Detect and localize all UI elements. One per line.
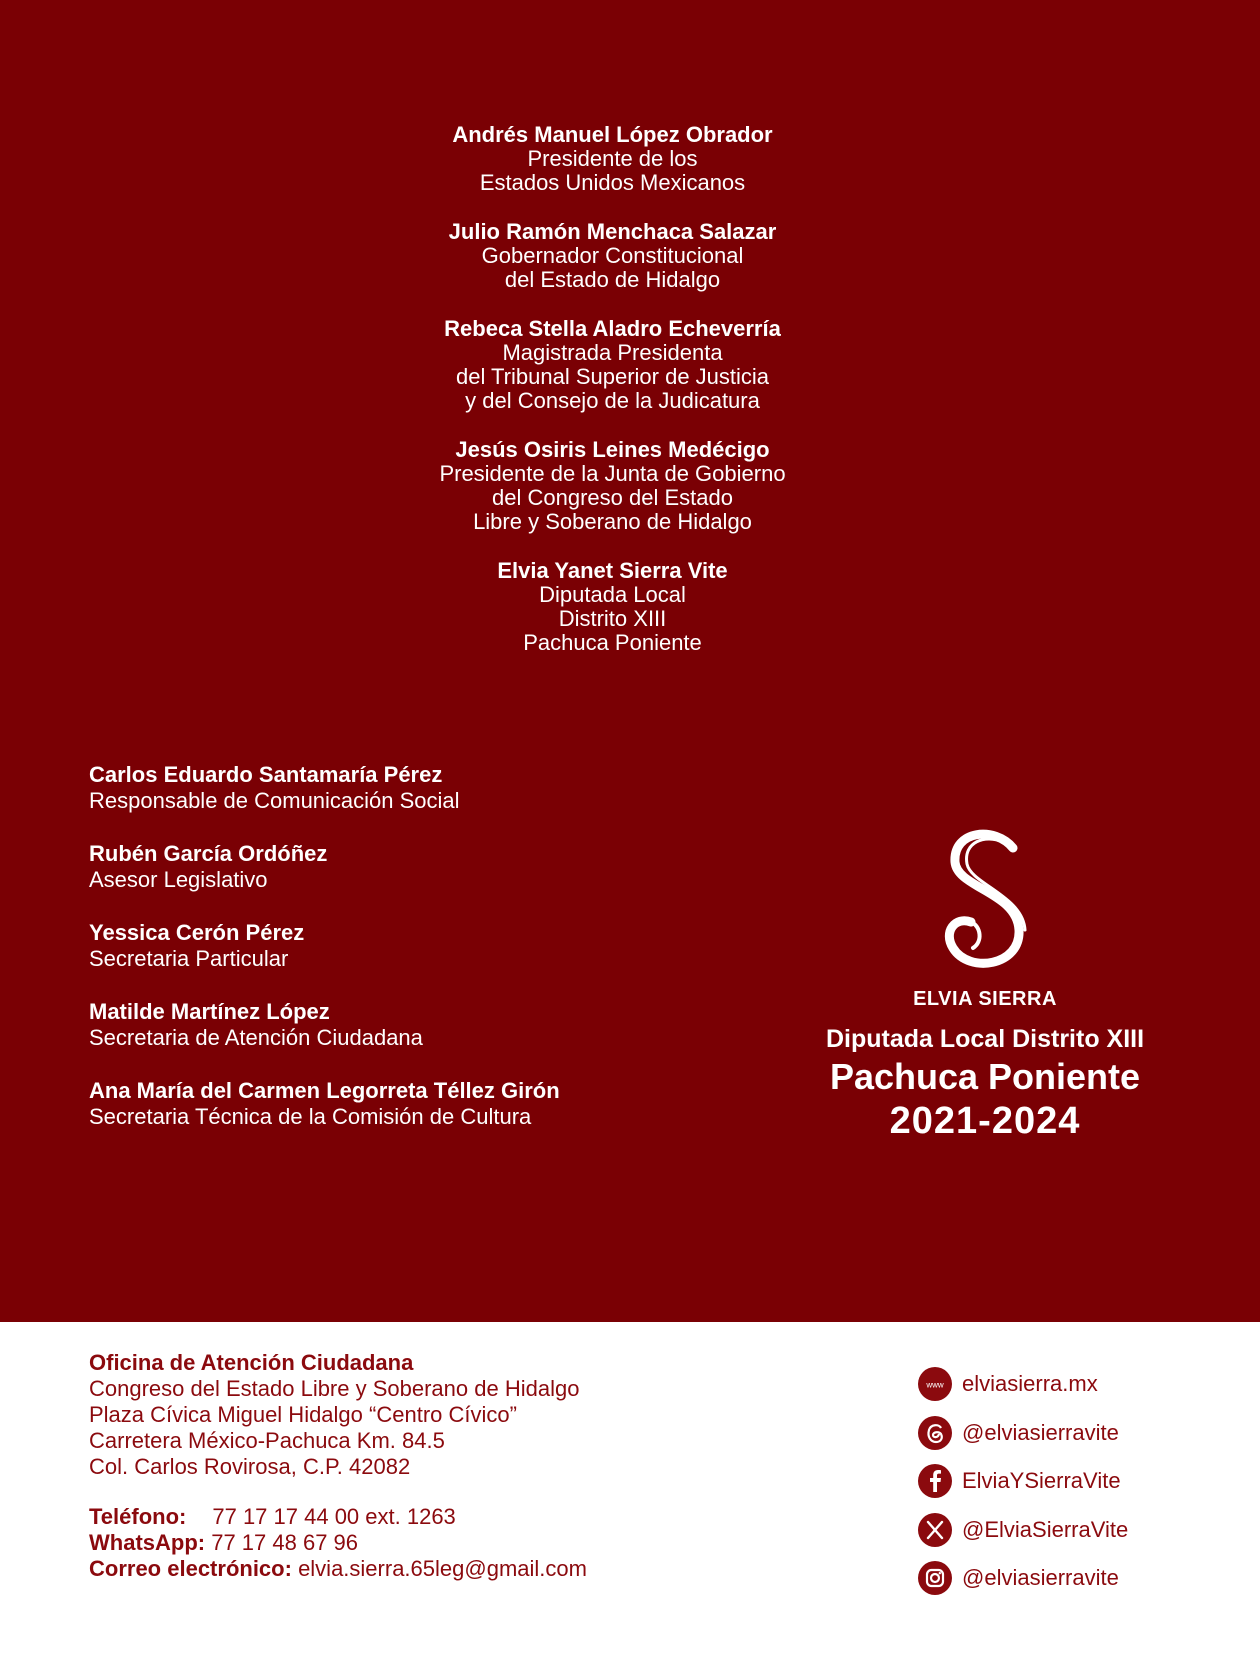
office-address-line: Congreso del Estado Libre y Soberano de Hidalgo <box>89 1376 580 1401</box>
phone-value: 77 17 17 44 00 ext. 1263 <box>212 1504 456 1529</box>
authority-role: Presidente de los Estados Unidos Mexicanos <box>479 146 746 195</box>
logo-district: Pachuca Poniente <box>829 1056 1141 1097</box>
staff-item <box>89 920 729 972</box>
logo-subtitle: Diputada Local Distrito XIII <box>825 1025 1145 1053</box>
s-monogram-logo-icon <box>925 826 1045 976</box>
social-threads-text: @elviasierravite <box>962 1419 1119 1445</box>
staff-name: Matilde Martínez López <box>89 999 330 1024</box>
email-value[interactable]: elvia.sierra.65leg@gmail.com <box>298 1556 587 1581</box>
authority-name: Elvia Yanet Sierra Vite <box>497 558 728 583</box>
office-address-line: Plaza Cívica Miguel Hidalgo “Centro Cívico” <box>89 1402 517 1427</box>
social-item-instagram[interactable] <box>918 1554 1238 1603</box>
office-info <box>89 1350 809 1582</box>
svg-text:www: www <box>926 1380 944 1390</box>
staff-list <box>89 762 729 1157</box>
contact-info <box>89 1504 809 1582</box>
email-label: Correo electrónico: <box>89 1556 292 1581</box>
authority-item <box>360 316 865 413</box>
office-address-line: Col. Carlos Rovirosa, C.P. 42082 <box>89 1454 411 1479</box>
facebook-icon <box>918 1464 952 1498</box>
authority-role: Presidente de la Junta de Gobierno del Congreso del Estado Libre y Soberano de Hidalgo <box>439 461 786 534</box>
staff-name: Ana María del Carmen Legorreta Téllez Girón <box>89 1078 560 1103</box>
web-icon <box>918 1367 952 1401</box>
staff-item <box>89 841 729 893</box>
authority-name: Andrés Manuel López Obrador <box>452 122 773 147</box>
logo-brand: ELVIA SIERRA <box>913 988 1057 1010</box>
staff-role: Responsable de Comunicación Social <box>89 788 460 813</box>
authority-name: Rebeca Stella Aladro Echeverría <box>444 316 781 341</box>
instagram-icon <box>918 1561 952 1595</box>
authority-role: Magistrada Presidenta del Tribunal Superior de Justicia y del Consejo de la Judicatura <box>455 340 770 413</box>
staff-item <box>89 1078 729 1130</box>
social-item-web[interactable] <box>918 1360 1238 1409</box>
social-x-text: @ElviaSierraVite <box>962 1516 1129 1542</box>
staff-item <box>89 762 729 814</box>
staff-role: Secretaria de Atención Ciudadana <box>89 1025 423 1050</box>
whatsapp-row <box>89 1530 809 1556</box>
logo-block <box>790 826 1180 1143</box>
authority-role: Diputada Local Distrito XIII Pachuca Poniente <box>523 582 702 655</box>
whatsapp-value: 77 17 48 67 96 <box>211 1530 359 1555</box>
social-item-facebook[interactable] <box>918 1457 1238 1506</box>
social-instagram-text: @elviasierravite <box>962 1565 1119 1591</box>
phone-label: Teléfono: <box>89 1504 187 1529</box>
social-list <box>918 1360 1238 1603</box>
staff-role: Secretaria Particular <box>89 946 289 971</box>
logo-years: 2021-2024 <box>889 1100 1081 1142</box>
staff-role: Asesor Legislativo <box>89 867 268 892</box>
staff-name: Rubén García Ordóñez <box>89 841 328 866</box>
authority-item <box>360 437 865 534</box>
authority-name: Jesús Osiris Leines Medécigo <box>455 437 770 462</box>
authority-item <box>360 219 865 292</box>
office-address-line: Carretera México-Pachuca Km. 84.5 <box>89 1428 445 1453</box>
office-title: Oficina de Atención Ciudadana <box>89 1350 414 1375</box>
staff-item <box>89 999 729 1051</box>
social-web-text: elviasierra.mx <box>962 1371 1098 1397</box>
staff-name: Carlos Eduardo Santamaría Pérez <box>89 762 443 787</box>
staff-role: Secretaria Técnica de la Comisión de Cultura <box>89 1104 532 1129</box>
staff-name: Yessica Cerón Pérez <box>89 920 305 945</box>
authority-name: Julio Ramón Menchaca Salazar <box>448 219 777 244</box>
phone-row <box>89 1504 809 1530</box>
social-item-threads[interactable] <box>918 1409 1238 1458</box>
x-icon <box>918 1513 952 1547</box>
footer-panel <box>0 1322 1260 1656</box>
whatsapp-label: WhatsApp: <box>89 1530 206 1555</box>
authority-item <box>360 558 865 655</box>
authority-item <box>360 122 865 195</box>
authorities-list <box>360 122 865 679</box>
authority-role: Gobernador Constitucional del Estado de Hidalgo <box>481 243 744 292</box>
social-facebook-text: ElviaYSierraVite <box>962 1468 1121 1494</box>
social-item-x[interactable] <box>918 1506 1238 1555</box>
email-row <box>89 1556 809 1582</box>
threads-icon <box>918 1416 952 1450</box>
